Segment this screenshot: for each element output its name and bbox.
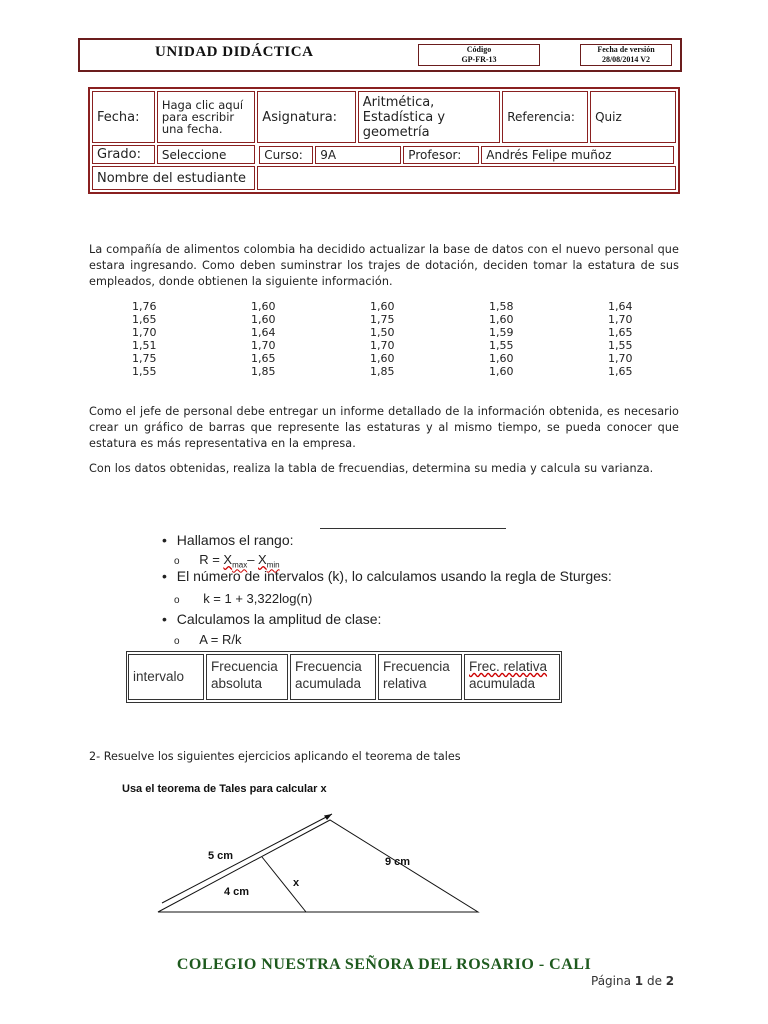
divider-line xyxy=(320,528,506,529)
data-value: 1,60 xyxy=(251,300,276,313)
freq-header-rel-acumulada xyxy=(464,654,560,700)
page-prefix: Página xyxy=(591,974,635,988)
bullet-icon: • xyxy=(162,532,167,548)
bullet-amplitude xyxy=(162,611,381,627)
sub-sturges xyxy=(174,591,312,606)
header-line-1: Frecuencia xyxy=(211,659,278,674)
curso-label: Curso: xyxy=(259,146,313,164)
curso-field[interactable]: 9A xyxy=(315,146,401,164)
header-line-2: acumulada xyxy=(469,676,536,691)
fecha-label: Fecha: xyxy=(92,91,155,143)
data-value: 1,65 xyxy=(251,352,276,365)
sub-bullet-icon: o xyxy=(174,595,180,606)
grado-label: Grado: xyxy=(92,145,155,164)
asignatura-field[interactable]: Aritmética, Estadística y geometría xyxy=(358,91,500,143)
page-current: 1 xyxy=(634,974,644,988)
data-value: 1,85 xyxy=(370,365,395,378)
version-value: 28/08/2014 V2 xyxy=(601,55,651,64)
data-value: 1,59 xyxy=(489,326,514,339)
data-value: 1,60 xyxy=(370,352,395,365)
data-value: 1,55 xyxy=(489,339,514,352)
label-9cm: 9 cm xyxy=(385,856,411,868)
info-table xyxy=(88,87,680,194)
page-mid: de xyxy=(643,974,666,988)
school-footer: COLEGIO NUESTRA SEÑORA DEL ROSARIO - CALI xyxy=(176,956,592,973)
data-row xyxy=(132,326,727,339)
problem-2-heading: 2- Resuelve los siguientes ejercicios aplicando el teorema de tales xyxy=(89,750,461,763)
header-line-1: Frecuencia xyxy=(295,659,362,674)
height-data-grid xyxy=(132,300,727,378)
freq-header-intervalo xyxy=(128,654,204,700)
page-number xyxy=(591,974,674,988)
version-box xyxy=(580,44,672,66)
data-value: 1,60 xyxy=(489,365,514,378)
version-label: Fecha de versión xyxy=(597,45,655,54)
header-line-2: absoluta xyxy=(211,676,263,691)
referencia-field[interactable]: Quiz xyxy=(590,91,676,143)
step-intervals-text: El número de intervalos (k), lo calculamos usando la regla de Sturges: xyxy=(176,568,612,584)
bullet-icon: • xyxy=(162,611,167,627)
fecha-field[interactable]: Haga clic aquí para escribir una fecha. xyxy=(157,91,255,143)
problem-intro: La compañía de alimentos colombia ha decidido actualizar la base de datos con el nuevo personal que estara ingresando. Como deben suminstrar los trajes de dotación, deciden tomar la estatura de sus empleados, donde obtienen la siguiente información. xyxy=(89,243,679,288)
data-value: 1,85 xyxy=(251,365,276,378)
data-value: 1,55 xyxy=(132,365,157,378)
document-title: UNIDAD DIDÁCTICA xyxy=(155,44,314,60)
problem-paragraph-3: Con los datos obtenidas, realiza la tabla de frecuendias, determina su media y calcula su varianza. xyxy=(89,462,654,475)
code-label: Código xyxy=(466,45,492,54)
step-amplitude-text: Calculamos la amplitud de clase: xyxy=(176,611,382,627)
range-formula-prefix: R = xyxy=(199,552,224,567)
data-value: 1,55 xyxy=(608,339,633,352)
sub-bullet-icon: o xyxy=(174,556,180,567)
referencia-label: Referencia: xyxy=(502,91,588,143)
asignatura-label: Asignatura: xyxy=(257,91,355,143)
frequency-table xyxy=(126,651,562,703)
header-line-1: intervalo xyxy=(133,669,185,684)
problem-paragraph-2: Como el jefe de personal debe entregar un informe detallado de la información obtenida, es necesario crear un gráfico de barras que represente las estaturas y al mismo tiempo, se pueda conocer que estatura es más representativa en la empresa. xyxy=(89,405,679,450)
data-row xyxy=(132,352,727,365)
range-xmax-sub: max xyxy=(232,560,248,570)
triangle-outline xyxy=(158,820,478,912)
label-5cm: 5 cm xyxy=(208,850,234,862)
profesor-field[interactable]: Andrés Felipe muñoz xyxy=(481,146,674,164)
data-value: 1,64 xyxy=(608,300,633,313)
data-value: 1,75 xyxy=(370,313,395,326)
data-row xyxy=(132,365,727,378)
tales-figure-title: Usa el teorema de Tales para calcular x xyxy=(122,783,327,795)
range-xmin-sub: min xyxy=(266,560,280,570)
header-line-2: acumulada xyxy=(295,676,362,691)
data-value: 1,76 xyxy=(132,300,157,313)
code-value: GP-FR-13 xyxy=(461,55,497,64)
parallel-segment xyxy=(262,857,306,912)
data-row xyxy=(132,300,727,313)
header-line-1: Frec. relativa xyxy=(469,659,548,674)
data-value: 1,60 xyxy=(489,313,514,326)
step-range-text: Hallamos el rango: xyxy=(176,532,294,548)
data-value: 1,70 xyxy=(251,339,276,352)
label-x: x xyxy=(293,877,300,889)
data-value: 1,70 xyxy=(132,326,157,339)
bullet-range xyxy=(162,532,294,548)
data-value: 1,58 xyxy=(489,300,514,313)
data-value: 1,51 xyxy=(132,339,157,352)
data-value: 1,65 xyxy=(608,365,633,378)
sub-amplitude xyxy=(174,632,241,647)
sub-bullet-icon: o xyxy=(174,636,180,647)
data-value: 1,70 xyxy=(370,339,395,352)
freq-header-acumulada xyxy=(290,654,376,700)
data-value: 1,50 xyxy=(370,326,395,339)
data-row xyxy=(132,313,727,326)
bullet-icon: • xyxy=(162,568,167,584)
arrow-head-icon xyxy=(324,814,332,820)
estudiante-label: Nombre del estudiante xyxy=(92,166,255,190)
header-line-1: Frecuencia xyxy=(383,659,450,674)
data-value: 1,70 xyxy=(608,352,633,365)
data-value: 1,64 xyxy=(251,326,276,339)
data-value: 1,75 xyxy=(132,352,157,365)
data-value: 1,60 xyxy=(251,313,276,326)
header-line-2: relativa xyxy=(383,676,427,691)
tales-triangle-figure xyxy=(140,812,480,918)
range-dash: – xyxy=(247,552,259,567)
sub-range xyxy=(174,552,280,570)
range-xmin: X xyxy=(258,552,267,567)
sturges-formula: k = 1 + 3,322log(n) xyxy=(203,591,313,606)
data-value: 1,65 xyxy=(608,326,633,339)
data-value: 1,60 xyxy=(489,352,514,365)
freq-header-absoluta xyxy=(206,654,288,700)
data-value: 1,65 xyxy=(132,313,157,326)
freq-header-relativa xyxy=(378,654,462,700)
grado-select[interactable]: Seleccione xyxy=(157,145,255,164)
amplitude-formula: A = R/k xyxy=(199,632,242,647)
estudiante-field[interactable] xyxy=(257,166,676,190)
range-xmax: X xyxy=(223,552,233,567)
profesor-label: Profesor: xyxy=(403,146,479,164)
data-row xyxy=(132,339,727,352)
data-value: 1,70 xyxy=(608,313,633,326)
code-box xyxy=(418,44,540,66)
label-4cm: 4 cm xyxy=(224,886,250,898)
data-value: 1,60 xyxy=(370,300,395,313)
bullet-intervals xyxy=(162,568,612,584)
page-total: 2 xyxy=(665,974,675,988)
